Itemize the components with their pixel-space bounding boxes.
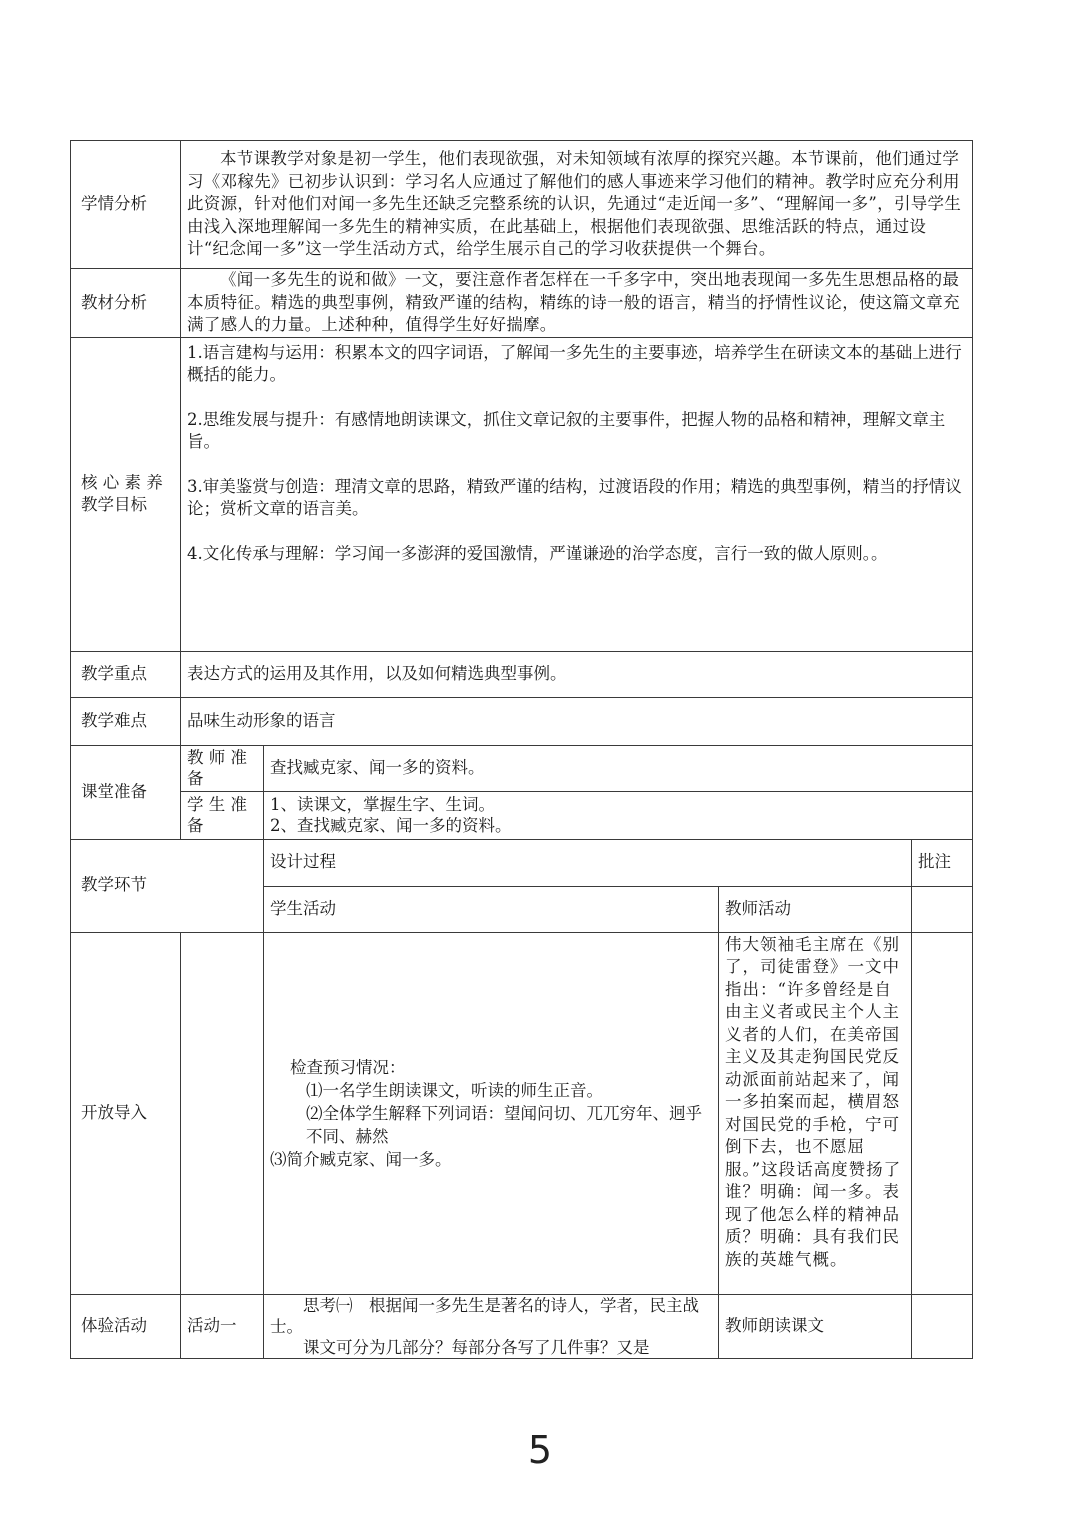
label-student-prep: 学 生 准 备 [181,791,264,839]
cell-tiyan-teacher: 教师朗读课文 [719,1294,912,1358]
text-zhongdian: 表达方式的运用及其作用，以及如何精选典型事例。 [181,651,973,697]
header-remark: 批注 [912,839,973,886]
daoru-line: ⑵全体学生解释下列词语：望闻问切、兀兀穷年、迥乎不同、赫然 [306,1103,702,1146]
label-nandian: 教学难点 [71,697,181,745]
student-prep-item: 2、查找臧克家、闻一多的资料。 [270,816,512,835]
row-tiyan [71,1294,973,1358]
goal-item: 2.思维发展与提升：有感情地朗读课文，抓住文章记叙的主要事件，把握人物的品格和精神，理解文章主旨。 [187,409,946,451]
row-xueqing [71,141,973,269]
label-zhongdian: 教学重点 [71,651,181,697]
cell-daoru-empty [181,932,264,1294]
row-zhunbei-teacher [71,745,973,791]
cell-jiaocai [181,269,973,338]
row-jiaocai [71,269,973,338]
row-huanjie-head [71,839,973,886]
text-xueqing: 本节课教学对象是初一学生，他们表现欲强，对未知领域有浓厚的探究兴趣。本节课前，他们通过学习《邓稼先》已初步认识到：学习名人应通过了解他们的感人事迹来学习他们的精神。教学时应充分利用此资源，针对他们对闻一多先生还缺乏完整系统的认识，先通过“走近闻一多”、“理解闻一多”，引导学生由浅入深地理解闻一多先生的精神实质，在此基础上，根据他们表现欲强、思维活跃的特点，通过设计“纪念闻一多”这一学生活动方式，给学生展示自己的学习收获提供一个舞台。 [187,149,962,259]
cell-student-prep [264,791,973,839]
header-remark-empty [912,886,973,932]
goal-item: 1.语言建构与运用：积累本文的四字词语，了解闻一多先生的主要事迹，培养学生在研读文本的基础上进行概括的能力。 [187,342,962,384]
row-zhunbei-student [71,791,973,839]
header-teacher-activity: 教师活动 [719,886,912,932]
cell-tiyan-remark [912,1294,973,1358]
student-prep-item: 1、读课文，掌握生字、生词。 [270,795,495,814]
cell-tiyan-student [264,1294,719,1358]
label-teacher-prep: 教 师 准 备 [181,745,264,791]
cell-daoru-teacher: 伟大领袖毛主席在《别了，司徒雷登》一文中指出：“许多曾经是自由主义者或民主个人主义者的人们，在美帝国主义及其走狗国民党反动派面前站起来了，闻一多拍案而起，横眉怒对国民党的手枪，宁可倒下去，也不愿屈服。”这段话高度赞扬了谁？明确：闻一多。表现了他怎么样的精神品质？明确：具有我们民族的英雄气概。 [719,932,912,1294]
label-zhunbei: 课堂准备 [71,745,181,839]
label-hexin [71,337,181,651]
row-nandian [71,697,973,745]
header-student-activity: 学生活动 [264,886,719,932]
label-activity-one: 活动一 [181,1294,264,1358]
label-tiyan: 体验活动 [71,1294,181,1358]
label-xueqing: 学情分析 [71,141,181,269]
header-design: 设计过程 [264,839,912,886]
text-teacher-prep: 查找臧克家、闻一多的资料。 [264,745,973,791]
text-nandian: 品味生动形象的语言 [181,697,973,745]
goal-item: 4.文化传承与理解：学习闻一多澎湃的爱国激情，严谨谦逊的治学态度，言行一致的做人原则。。 [187,543,888,563]
text-jiaocai: 《闻一多先生的说和做》一文，要注意作者怎样在一千多字中，突出地表现闻一多先生思想品格的最本质特征。精选的典型事例，精致严谨的结构，精练的诗一般的语言，精当的抒情性议论，使这篇文章充满了感人的力量。上述种种，值得学生好好揣摩。 [187,270,960,334]
label-daoru: 开放导入 [71,932,181,1294]
label-jiaocai: 教材分析 [71,269,181,338]
label-hexin-line1: 核 心 素 养 [81,472,163,492]
label-huanjie: 教学环节 [71,839,264,932]
cell-xueqing [181,141,973,269]
daoru-line: 检查预习情况： [290,1057,406,1077]
row-daoru [71,932,973,1294]
row-hexin [71,337,973,651]
cell-hexin [181,337,973,651]
goal-item: 3.审美鉴赏与创造：理清文章的思路，精致严谨的结构，过渡语段的作用；精选的典型事例，精当的抒情议论；赏析文章的语言美。 [187,476,962,518]
page-number: 5 [527,1428,553,1472]
lesson-plan-table [70,140,973,1359]
tiyan-line: 课文可分为几部分？每部分各写了几件事？又是 [303,1337,650,1357]
tiyan-line: 思考㈠ 根据闻一多先生是著名的诗人，学者，民主战士。 [270,1295,699,1336]
daoru-line: ⑶简介臧克家、闻一多。 [270,1149,452,1169]
label-hexin-line2: 教学目标 [81,495,147,514]
daoru-line: ⑴一名学生朗读课文，听读的师生正音。 [306,1080,603,1100]
cell-daoru-remark [912,932,973,1294]
row-zhongdian [71,651,973,697]
cell-daoru-student [264,932,719,1294]
